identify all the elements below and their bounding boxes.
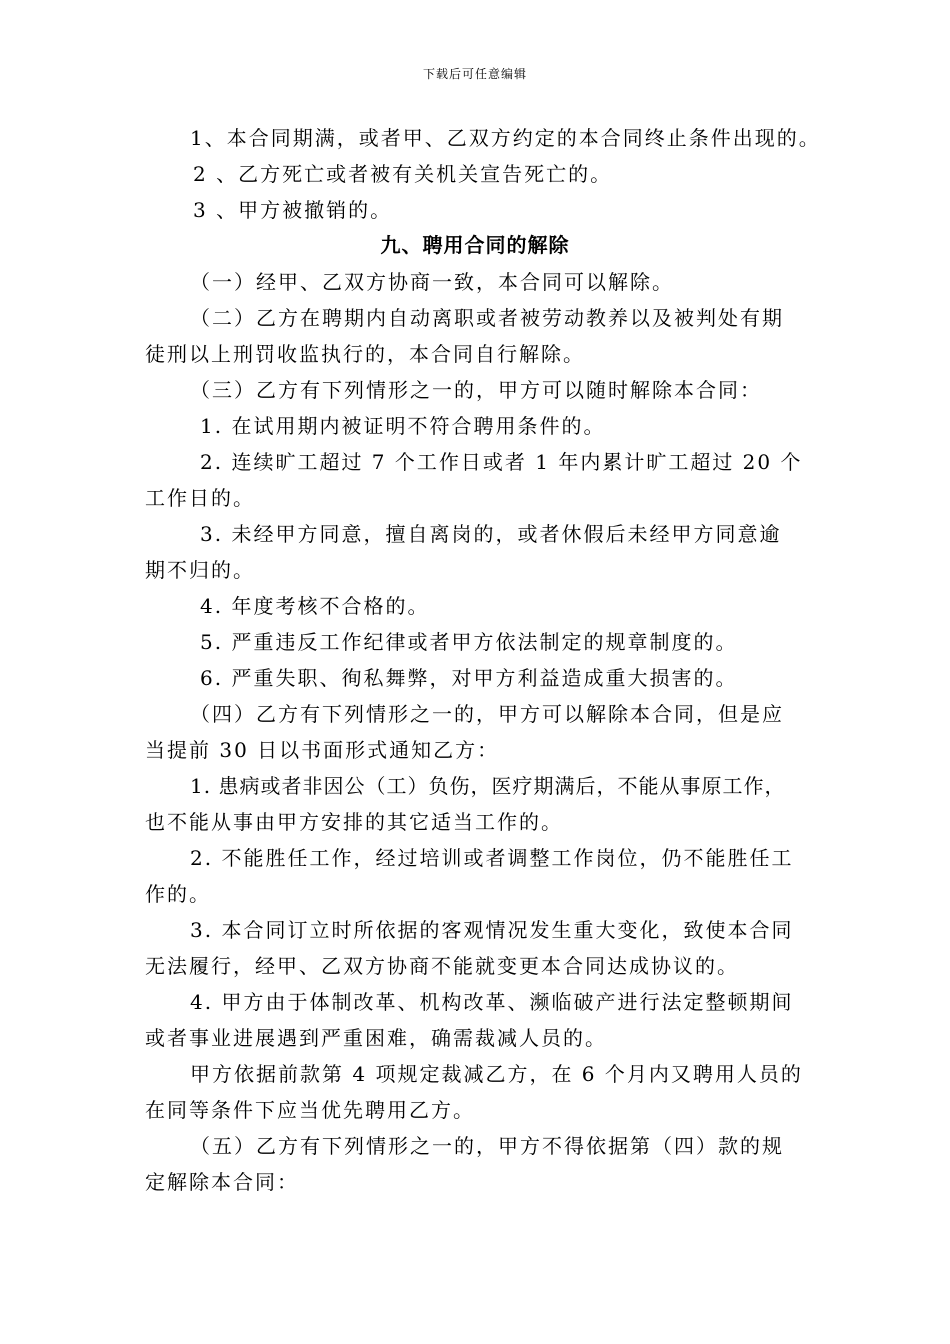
text-line: 定解除本合同：: [145, 1170, 299, 1194]
text-line: 2 、乙方死亡或者被有关机关宣告死亡的。: [193, 162, 613, 186]
text-line: 1. 患病或者非因公（工）负伤，医疗期满后，不能从事原工作，: [190, 774, 786, 798]
text-line: 6. 严重失职、徇私舞弊，对甲方利益造成重大损害的。: [200, 666, 738, 690]
text-line: 4. 甲方由于体制改革、机构改革、濒临破产进行法定整顿期间: [190, 990, 794, 1014]
section-title: 九、聘用合同的解除: [380, 233, 570, 257]
text-line: 3. 未经甲方同意，擅自离岗的，或者休假后未经甲方同意逾: [200, 522, 782, 546]
text-line: 3. 本合同订立时所依据的客观情况发生重大变化，致使本合同: [190, 918, 794, 942]
text-line: 或者事业进展遇到严重困难，确需裁减人员的。: [145, 1026, 607, 1050]
text-line: （四）乙方有下列情形之一的，甲方可以解除本合同，但是应: [190, 702, 784, 726]
text-line: （三）乙方有下列情形之一的，甲方可以随时解除本合同：: [190, 378, 762, 402]
page-header: 下载后可任意编辑: [422, 67, 527, 81]
text-line: 徒刑以上刑罚收监执行的，本合同自行解除。: [145, 342, 585, 366]
text-line: 在同等条件下应当优先聘用乙方。: [145, 1098, 475, 1122]
text-line: 甲方依据前款第 4 项规定裁减乙方，在 6 个月内又聘用人员的: [190, 1062, 803, 1086]
text-line: 当提前 30 日以书面形式通知乙方：: [145, 738, 500, 762]
text-line: 工作日的。: [145, 486, 255, 510]
text-line: 4. 年度考核不合格的。: [200, 594, 430, 618]
text-line: （一）经甲、乙双方协商一致，本合同可以解除。: [190, 270, 674, 294]
text-line: 2. 连续旷工超过 7 个工作日或者 1 年内累计旷工超过 20 个: [200, 450, 803, 474]
text-line: 2. 不能胜任工作，经过培训或者调整工作岗位，仍不能胜任工: [190, 846, 794, 870]
text-line: 1、本合同期满，或者甲、乙双方约定的本合同终止条件出现的。: [190, 126, 821, 150]
text-line: 5. 严重违反工作纪律或者甲方依法制定的规章制度的。: [200, 630, 738, 654]
text-line: 1. 在试用期内被证明不符合聘用条件的。: [200, 414, 606, 438]
text-line: （二）乙方在聘期内自动离职或者被劳动教养以及被判处有期: [190, 306, 784, 330]
text-line: 作的。: [145, 882, 211, 906]
text-line: 无法履行，经甲、乙双方协商不能就变更本合同达成协议的。: [145, 954, 739, 978]
text-line: 3 、甲方被撤销的。: [193, 198, 393, 222]
text-line: （五）乙方有下列情形之一的，甲方不得依据第（四）款的规: [190, 1134, 784, 1158]
text-line: 也不能从事由甲方安排的其它适当工作的。: [145, 810, 563, 834]
text-line: 期不归的。: [145, 558, 255, 582]
